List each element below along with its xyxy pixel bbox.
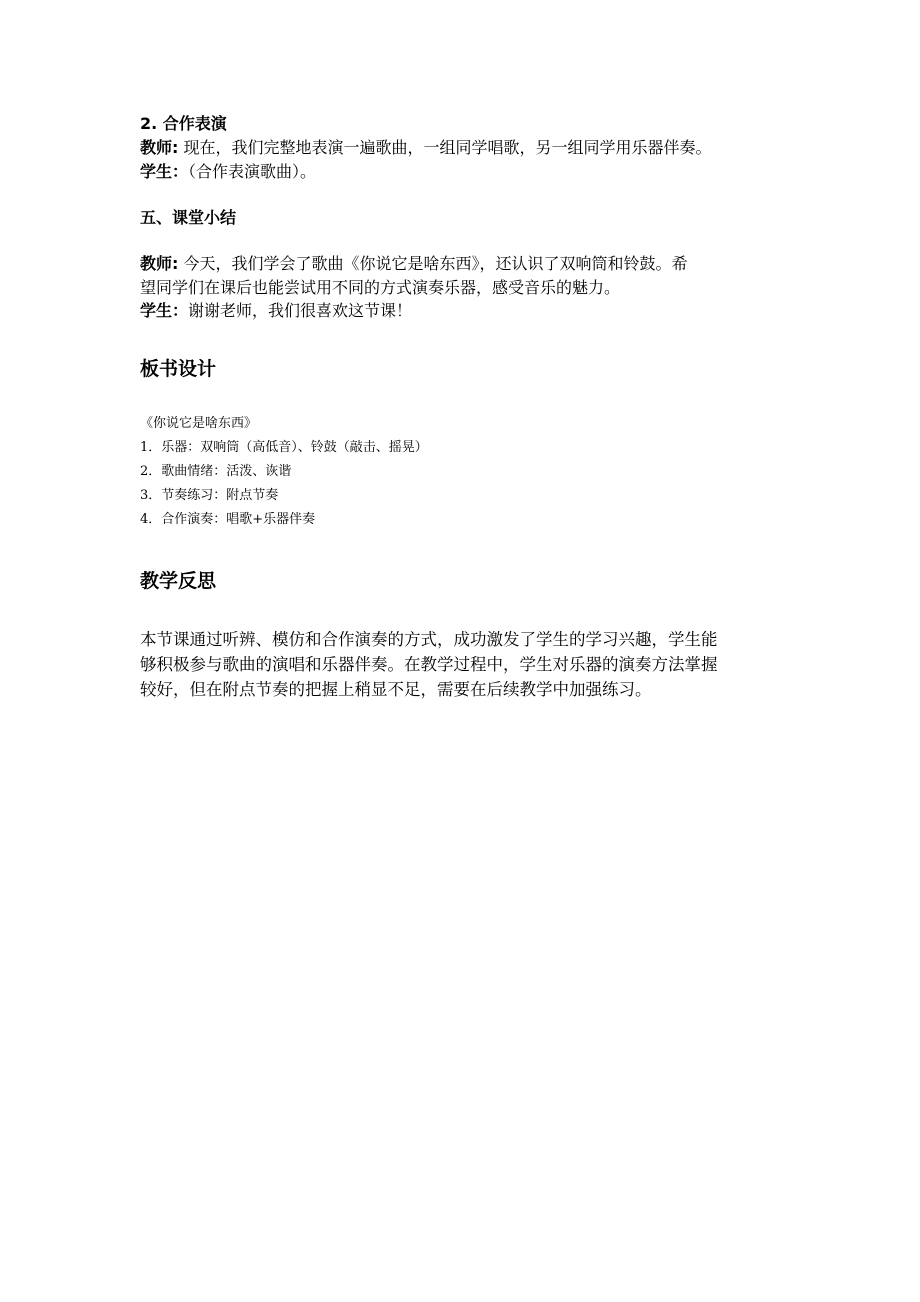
- board-design-item: 4．合作演奏：唱歌+乐器伴奏: [140, 512, 316, 527]
- board-design-item: 3．节奏练习：附点节奏: [140, 488, 279, 503]
- board-design-title: 《你说它是啥东西》: [140, 416, 258, 431]
- section-2-student-line: [140, 160, 316, 183]
- board-design-item: 1．乐器：双响筒（高低音）、铃鼓（敲击、摇晃）: [140, 440, 428, 455]
- teacher-text: 今天，我们学会了歌曲《你说它是啥东西》，还认识了双响筒和铃鼓。希: [178, 254, 688, 273]
- teacher-text: 现在，我们完整地表演一遍歌曲，一组同学唱歌，另一组同学用乐器伴奏。: [178, 138, 712, 157]
- section-5-heading: 五、课堂小结: [140, 208, 237, 227]
- student-text: （合作表演歌曲）。: [188, 162, 317, 181]
- reflection-line: 本节课通过听辨、模仿和合作演奏的方式，成功激发了学生的学习兴趣，学生能: [140, 630, 718, 649]
- teacher-label: 教师:: [140, 138, 179, 157]
- section-5-teacher-line-2: 望同学们在课后也能尝试用不同的方式演奏乐器，感受音乐的魅力。: [140, 278, 621, 297]
- board-design-item: 2．歌曲情绪：活泼、诙谐: [140, 464, 292, 479]
- reflection-line: 较好，但在附点节奏的把握上稍显不足，需要在后续教学中加强练习。: [140, 680, 652, 699]
- student-label: 学生：: [140, 162, 189, 181]
- section-2-heading: 2. 合作表演: [140, 114, 227, 133]
- board-design-heading: 板书设计: [140, 358, 217, 380]
- section-5-teacher-line-1: [140, 252, 688, 275]
- student-text: 谢谢老师，我们很喜欢这节课！: [188, 301, 413, 320]
- section-2-teacher-line: [140, 136, 712, 159]
- section-5-student-line: [140, 299, 412, 322]
- reflection-heading: 教学反思: [140, 570, 217, 592]
- student-label: 学生：: [140, 301, 189, 320]
- teacher-label: 教师:: [140, 254, 179, 273]
- reflection-line: 够积极参与歌曲的演唱和乐器伴奏。在教学过程中，学生对乐器的演奏方法掌握: [140, 655, 718, 674]
